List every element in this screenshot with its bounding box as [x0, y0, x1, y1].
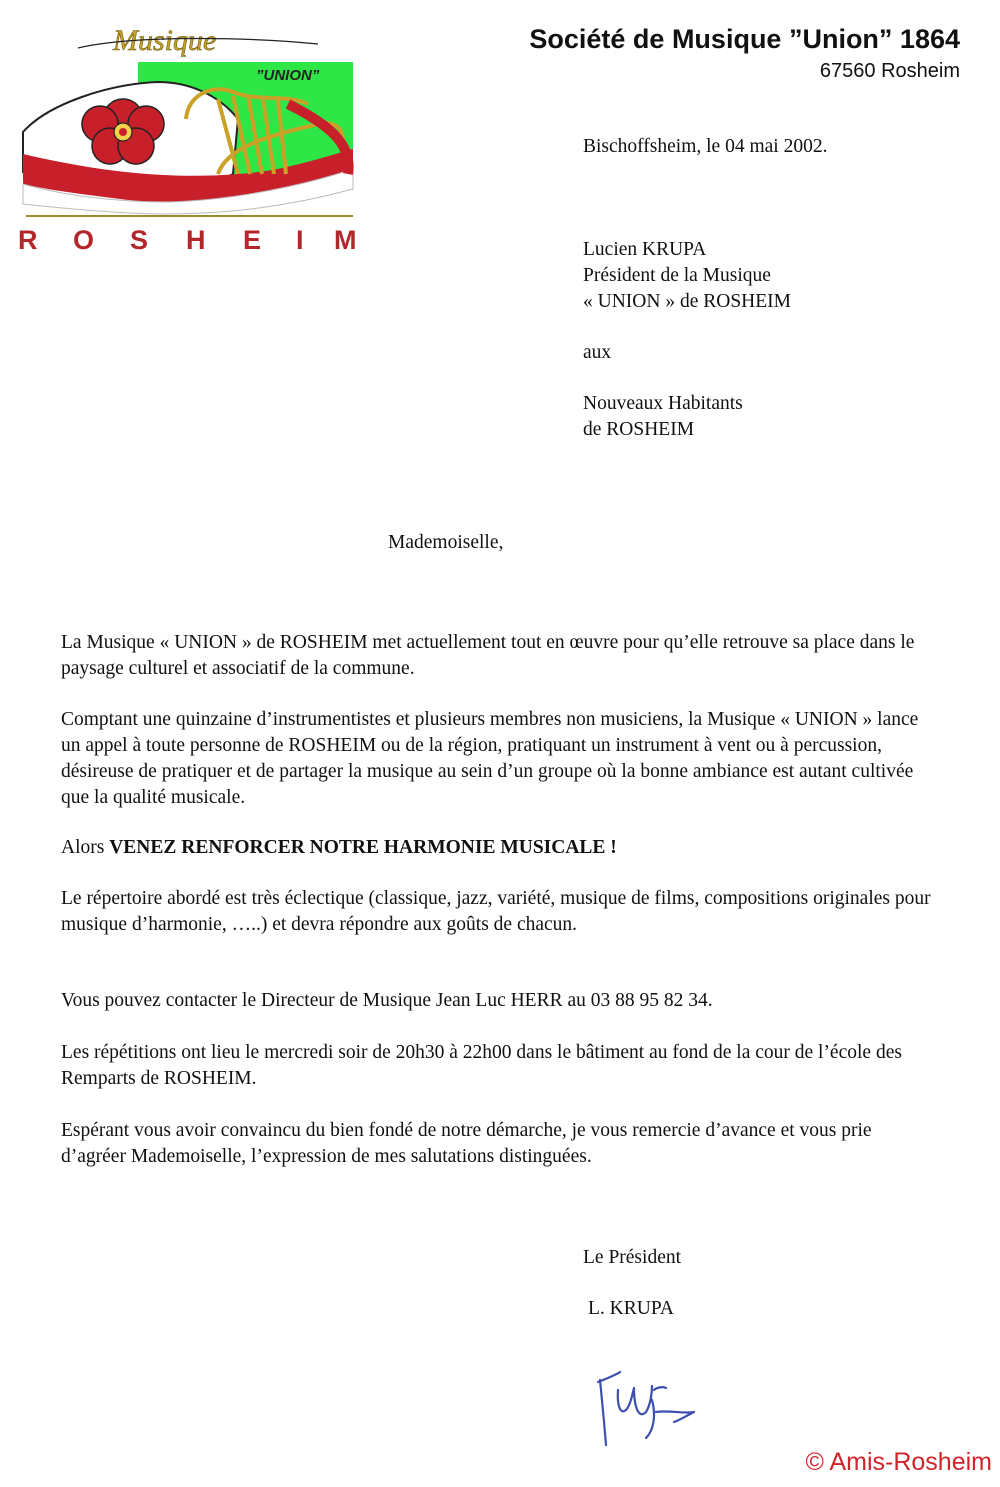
logo-rose-icon: [82, 99, 164, 164]
body-paragraph-7: [61, 1118, 941, 1170]
recipient-line: de ROSHEIM: [583, 419, 695, 440]
logo-town-letter-o: O: [73, 225, 95, 255]
closing-title: Le Président: [583, 1247, 682, 1268]
closing-name: L. KRUPA: [588, 1298, 674, 1319]
call-bold-text: VENEZ RENFORCER NOTRE HARMONIE MUSICALE !: [109, 837, 617, 858]
copyright-watermark: © Amis-Rosheim: [805, 1448, 992, 1476]
logo-town-letter-s: S: [130, 225, 149, 255]
logo-script-word: Musique: [113, 24, 217, 57]
recipient-line: Nouveaux Habitants: [583, 393, 743, 414]
logo-town-letter-h: H: [186, 225, 206, 255]
paragraph-text: Les répétitions ont lieu le mercredi soir de 20h30 à 22h00 dans le bâtiment au fond de la cour de l’école des Remparts de ROSHEIM.: [61, 1042, 902, 1089]
sender-line: « UNION » de ROSHEIM: [583, 291, 791, 312]
organization-name: Société de Musique ”Union” 1864: [529, 24, 960, 54]
body-paragraph-1: [61, 630, 941, 682]
logo-town-letter-i: I: [296, 225, 304, 255]
letter-date: Bischoffsheim, le 04 mai 2002.: [583, 136, 828, 157]
paragraph-text: Espérant vous avoir convaincu du bien fondé de notre démarche, je vous remercie d’avance et vous prie d’agréer Mademoiselle, l’expression de mes salutations distinguées.: [61, 1120, 872, 1167]
sender-line: Lucien KRUPA: [583, 239, 707, 260]
logo-town-letter-m: M: [334, 225, 357, 255]
sender-block: [583, 237, 791, 315]
salutation: Mademoiselle,: [388, 532, 504, 553]
to-word: aux: [583, 342, 612, 363]
recipient-block: [583, 391, 743, 443]
body-paragraph-4: [61, 886, 941, 938]
logo-town-letter-e: E: [243, 225, 262, 255]
body-paragraph-6: [61, 1040, 941, 1092]
paragraph-text: La Musique « UNION » de ROSHEIM met actuellement tout en œuvre pour qu’elle retrouve sa place dans le paysage culturel et associatif de la commune.: [61, 632, 915, 679]
call-prefix: Alors: [61, 837, 105, 858]
handwritten-signature: [590, 1360, 710, 1455]
paragraph-text: Le répertoire abordé est très éclectique (classique, jazz, variété, musique de films, compositions originales pour musique d’harmonie, …..) et devra répondre aux goûts de chacun.: [61, 888, 931, 935]
musique-union-logo: [18, 24, 363, 264]
paragraph-text: Vous pouvez contacter le Directeur de Musique Jean Luc HERR au 03 88 95 82 34.: [61, 990, 713, 1011]
logo-town-letter-r: R: [18, 225, 38, 255]
body-paragraph-3: [61, 835, 941, 861]
call-to-action: [61, 835, 941, 861]
paragraph-text: Comptant une quinzaine d’instrumentistes et plusieurs membres non musiciens, la Musique « UNION » lance un appel à toute personne de ROSHEIM ou de la région, pratiquant un instrument à vent ou à percussion, désireuse de pratiquer et de partager la musique au sein d’un groupe où la bonne ambiance est autant cultivée que la qualité musicale.: [61, 709, 919, 808]
body-paragraph-5: [61, 988, 941, 1014]
logo-union-text: ”UNION”: [256, 67, 320, 84]
body-paragraph-2: [61, 707, 941, 811]
organization-city: 67560 Rosheim: [819, 60, 960, 82]
sender-line: Président de la Musique: [583, 265, 771, 286]
